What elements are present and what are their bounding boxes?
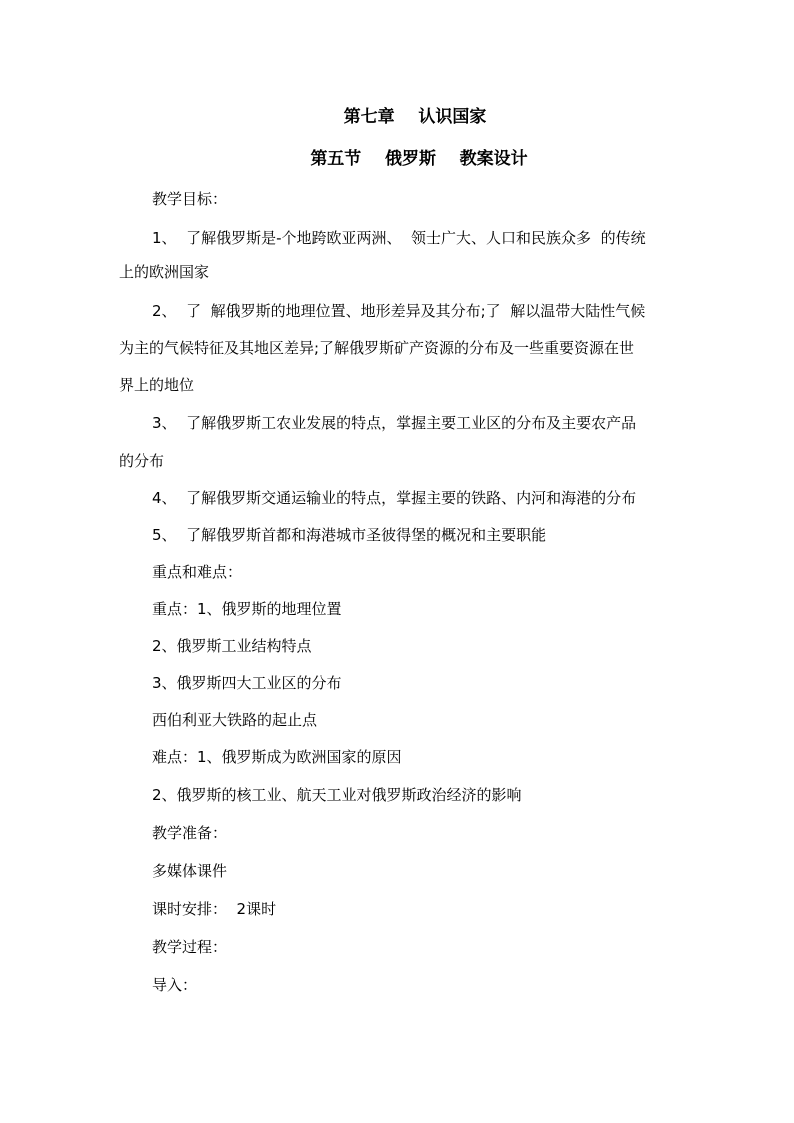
objective-1-line-2: 上的欧洲国家 xyxy=(119,263,210,281)
objective-5: 5、 了解俄罗斯首都和海港城市圣彼得堡的概况和主要职能 xyxy=(152,526,547,544)
schedule-line: 课时安排： 2课时 xyxy=(152,900,277,918)
key-points-heading: 重点和难点： xyxy=(152,563,243,581)
key-point-3: 3、俄罗斯四大工业区的分布 xyxy=(152,674,342,692)
preparation-item: 多媒体课件 xyxy=(152,862,228,880)
objective-2-line-2: 为主的气候特征及其地区差异;了解俄罗斯矿产资源的分布及一些重要资源在世 xyxy=(119,339,635,357)
key-point-2: 2、俄罗斯工业结构特点 xyxy=(152,637,312,655)
section-title: 第五节 俄罗斯 教案设计 xyxy=(310,149,528,169)
objective-3-line-1: 3、 了解俄罗斯工农业发展的特点，掌握主要工业区的分布及主要农产品 xyxy=(152,414,637,432)
difficulty-2: 2、俄罗斯的核工业、航天工业对俄罗斯政治经济的影响 xyxy=(152,786,522,804)
difficulty-1: 难点：1、俄罗斯成为欧洲国家的原因 xyxy=(152,748,402,766)
objective-4: 4、 了解俄罗斯交通运输业的特点，掌握主要的铁路、内河和海港的分布 xyxy=(152,489,637,507)
key-point-1: 重点：1、俄罗斯的地理位置 xyxy=(152,600,342,618)
process-heading: 教学过程： xyxy=(152,938,228,956)
objective-1-line-1: 1、 了解俄罗斯是-个地跨欧亚两洲、 领士广大、人口和民族众多 的传统 xyxy=(152,229,646,247)
objective-3-line-2: 的分布 xyxy=(119,452,165,470)
objective-2-line-1: 2、 了 解俄罗斯的地理位置、地形差异及其分布;了 解以温带大陆性气候 xyxy=(152,302,646,320)
objective-2-line-3: 界上的地位 xyxy=(119,376,195,394)
key-point-4: 西伯利亚大铁路的起止点 xyxy=(152,711,318,729)
chapter-title: 第七章 认识国家 xyxy=(343,107,487,127)
intro-heading: 导入： xyxy=(152,976,198,994)
objectives-heading: 教学目标： xyxy=(152,190,228,208)
preparation-heading: 教学准备： xyxy=(152,824,228,842)
